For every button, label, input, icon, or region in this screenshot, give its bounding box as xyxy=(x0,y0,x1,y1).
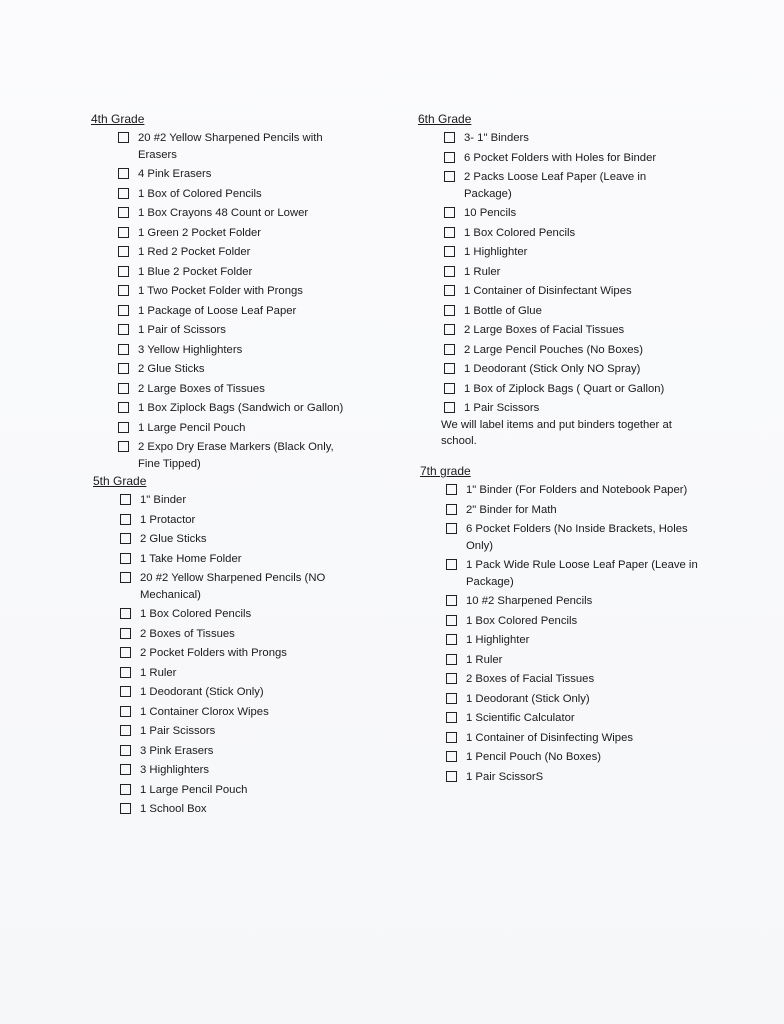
item-label: 1 Deodorant (Stick Only) xyxy=(140,686,264,698)
checklist-item xyxy=(444,361,718,378)
checklist-item xyxy=(444,342,718,359)
checkbox[interactable] xyxy=(444,285,455,296)
checkbox[interactable] xyxy=(444,246,455,257)
checklist-item xyxy=(446,593,720,610)
checkbox[interactable] xyxy=(118,246,129,257)
checkbox[interactable] xyxy=(444,171,455,182)
checklist-item xyxy=(120,626,358,643)
checkbox[interactable] xyxy=(118,188,129,199)
checkbox[interactable] xyxy=(446,732,457,743)
checkbox[interactable] xyxy=(444,152,455,163)
section-heading: 6th Grade xyxy=(418,112,472,126)
item-label: 1" Binder xyxy=(140,494,187,506)
checklist-item xyxy=(444,400,718,417)
item-label: 1 Package of Loose Leaf Paper xyxy=(138,304,297,317)
checklist-item xyxy=(120,801,358,818)
checklist-item xyxy=(444,264,718,281)
item-label: 1 Ruler xyxy=(464,265,501,278)
item-label: 1 School Box xyxy=(140,803,207,815)
item-label: 4 Pink Erasers xyxy=(138,168,212,180)
item-label: 1 Green 2 Pocket Folder xyxy=(138,226,262,239)
checklist-item xyxy=(118,283,356,300)
checkbox[interactable] xyxy=(446,654,457,665)
checklist-item xyxy=(118,130,356,163)
checkbox[interactable] xyxy=(118,402,129,413)
item-label: 1 Deodorant (Stick Only) xyxy=(466,692,590,705)
checkbox[interactable] xyxy=(446,771,457,782)
checkbox[interactable] xyxy=(446,595,457,606)
item-label: 1" Binder (For Folders and Notebook Paper) xyxy=(466,484,688,496)
checklist-item xyxy=(444,130,718,147)
checklist-item xyxy=(118,400,356,417)
item-label: 3 Pink Erasers xyxy=(140,744,214,757)
checkbox[interactable] xyxy=(120,647,131,658)
checklist-item xyxy=(446,769,720,786)
checklist-item xyxy=(444,303,718,320)
checkbox[interactable] xyxy=(120,553,131,564)
item-label: 2 Boxes of Tissues xyxy=(140,627,235,640)
item-label: 1 Container of Disinfectant Wipes xyxy=(464,285,632,297)
item-label: 1 Box Colored Pencils xyxy=(466,614,578,627)
item-label: 1 Container of Disinfecting Wipes xyxy=(466,731,634,744)
grade-7-section xyxy=(420,464,720,788)
checklist-item xyxy=(120,531,358,548)
item-label: 3 Yellow Highlighters xyxy=(138,343,243,356)
checkbox[interactable] xyxy=(444,363,455,374)
item-label: 1 Bottle of Glue xyxy=(464,304,542,317)
item-label: 1 Large Pencil Pouch xyxy=(138,421,246,434)
item-label: 2 Large Pencil Pouches (No Boxes) xyxy=(464,343,643,356)
checklist-item xyxy=(118,381,356,398)
checkbox[interactable] xyxy=(118,441,129,452)
checklist-item xyxy=(120,743,358,760)
checklist xyxy=(118,130,356,472)
item-label: 1 Deodorant (Stick Only NO Spray) xyxy=(464,363,641,375)
item-label: 1 Pencil Pouch (No Boxes) xyxy=(466,751,601,763)
checkbox[interactable] xyxy=(118,363,129,374)
checklist-item xyxy=(118,361,356,378)
checkbox[interactable] xyxy=(446,484,457,495)
item-label: 1 Large Pencil Pouch xyxy=(140,783,248,796)
checkbox[interactable] xyxy=(446,693,457,704)
checkbox[interactable] xyxy=(118,422,129,433)
checkbox[interactable] xyxy=(444,227,455,238)
item-label: 1 Highlighter xyxy=(466,634,530,646)
checkbox[interactable] xyxy=(444,207,455,218)
checklist-item xyxy=(446,632,720,649)
checklist xyxy=(446,482,720,785)
item-label: 1 Pair Scissors xyxy=(464,402,540,414)
checklist-item xyxy=(120,570,358,603)
item-label: 10 #2 Sharpened Pencils xyxy=(466,595,593,607)
checkbox[interactable] xyxy=(446,523,457,534)
checklist-item xyxy=(446,502,720,519)
checkbox[interactable] xyxy=(118,305,129,316)
checklist-item xyxy=(444,322,718,339)
checklist-item xyxy=(120,684,358,701)
checklist-item xyxy=(446,521,720,554)
checkbox[interactable] xyxy=(118,132,129,143)
item-label: 2 Packs Loose Leaf Paper (Leave in Package) xyxy=(464,171,647,200)
item-label: 1 Box of Ziplock Bags ( Quart or Gallon) xyxy=(464,382,665,395)
checkbox[interactable] xyxy=(444,402,455,413)
checkbox[interactable] xyxy=(118,266,129,277)
checkbox[interactable] xyxy=(120,628,131,639)
checkbox[interactable] xyxy=(120,784,131,795)
item-label: 1 Box Colored Pencils xyxy=(140,608,252,620)
item-label: 2 Large Boxes of Facial Tissues xyxy=(464,324,625,336)
checkbox[interactable] xyxy=(444,266,455,277)
checkbox[interactable] xyxy=(446,751,457,762)
checklist-item xyxy=(446,557,720,590)
checkbox[interactable] xyxy=(446,615,457,626)
item-label: 20 #2 Yellow Sharpened Pencils with Erasers xyxy=(138,132,323,161)
checkbox[interactable] xyxy=(446,712,457,723)
checkbox[interactable] xyxy=(446,634,457,645)
item-label: 1 Pair Scissors xyxy=(140,725,216,737)
item-label: 1 Pack Wide Rule Loose Leaf Paper (Leave in Package) xyxy=(466,559,698,588)
checklist-item xyxy=(120,512,358,529)
item-label: 1 Two Pocket Folder with Prongs xyxy=(138,285,303,297)
checklist-item xyxy=(118,322,356,339)
checkbox[interactable] xyxy=(120,667,131,678)
section-heading: 7th grade xyxy=(420,464,471,478)
checklist-item xyxy=(444,244,718,261)
checklist-item xyxy=(120,606,358,623)
checkbox[interactable] xyxy=(444,305,455,316)
item-label: 6 Pocket Folders (No Inside Brackets, Holes Only) xyxy=(466,523,688,552)
checkbox[interactable] xyxy=(120,608,131,619)
checkbox[interactable] xyxy=(444,344,455,355)
checkbox[interactable] xyxy=(120,686,131,697)
checklist-item xyxy=(446,613,720,630)
checklist-item xyxy=(120,645,358,662)
checkbox[interactable] xyxy=(446,673,457,684)
checklist-item xyxy=(118,186,356,203)
item-label: 2 Expo Dry Erase Markers (Black Only, Fine Tipped) xyxy=(138,441,334,470)
grade-6-section xyxy=(418,112,718,450)
checkbox[interactable] xyxy=(118,168,129,179)
checklist-item xyxy=(444,381,718,398)
checklist-item xyxy=(120,704,358,721)
checklist-item xyxy=(120,782,358,799)
checklist-item xyxy=(444,205,718,222)
section-note: We will label items and put binders together at school. xyxy=(441,418,672,447)
item-label: 1 Scientific Calculator xyxy=(466,712,575,724)
checkbox[interactable] xyxy=(444,324,455,335)
checkbox[interactable] xyxy=(120,803,131,814)
item-label: 2 Glue Sticks xyxy=(138,363,205,375)
checklist-item xyxy=(118,264,356,281)
checklist-item xyxy=(446,710,720,727)
item-label: 1 Box Crayons 48 Count or Lower xyxy=(138,207,309,219)
checklist-item xyxy=(444,169,718,202)
checklist xyxy=(444,130,718,417)
item-label: 1 Box Colored Pencils xyxy=(464,226,576,239)
grade-4-section xyxy=(91,112,356,475)
checkbox[interactable] xyxy=(120,764,131,775)
item-label: 2 Boxes of Facial Tissues xyxy=(466,673,595,685)
item-label: 10 Pencils xyxy=(464,207,517,219)
checkbox[interactable] xyxy=(118,285,129,296)
checklist-item xyxy=(120,762,358,779)
item-label: 1 Ruler xyxy=(140,666,177,679)
item-label: 1 Pair ScissorS xyxy=(466,770,544,783)
checkbox[interactable] xyxy=(120,572,131,583)
item-label: 20 #2 Yellow Sharpened Pencils (NO Mechanical) xyxy=(140,572,326,601)
checklist-item xyxy=(446,671,720,688)
checklist-item xyxy=(444,225,718,242)
section-heading: 5th Grade xyxy=(93,474,147,488)
checklist-item xyxy=(118,420,356,437)
checkbox[interactable] xyxy=(118,344,129,355)
item-label: 2" Binder for Math xyxy=(466,503,557,516)
checkbox[interactable] xyxy=(118,227,129,238)
item-label: 1 Box Ziplock Bags (Sandwich or Gallon) xyxy=(138,402,344,414)
item-label: 1 Highlighter xyxy=(464,246,528,258)
checklist xyxy=(120,492,358,818)
grade-5-section xyxy=(93,474,358,821)
item-label: 3- 1" Binders xyxy=(464,132,529,144)
checklist-item xyxy=(118,225,356,242)
item-label: 3 Highlighters xyxy=(140,764,210,776)
section-heading: 4th Grade xyxy=(91,112,145,126)
checklist-item xyxy=(120,665,358,682)
checkbox[interactable] xyxy=(120,533,131,544)
item-label: 1 Take Home Folder xyxy=(140,552,242,565)
checkbox[interactable] xyxy=(118,207,129,218)
checklist-item xyxy=(118,205,356,222)
checkbox[interactable] xyxy=(446,504,457,515)
checklist-item xyxy=(118,342,356,359)
item-label: 1 Pair of Scissors xyxy=(138,324,226,336)
checklist-item xyxy=(444,150,718,167)
item-label: 1 Blue 2 Pocket Folder xyxy=(138,265,253,278)
checklist-item xyxy=(120,723,358,740)
checklist-item xyxy=(446,482,720,499)
checkbox[interactable] xyxy=(446,559,457,570)
checkbox[interactable] xyxy=(120,706,131,717)
checklist-item xyxy=(446,730,720,747)
checklist-item xyxy=(446,652,720,669)
checklist-item xyxy=(120,492,358,509)
checklist-item xyxy=(120,551,358,568)
checkbox[interactable] xyxy=(120,725,131,736)
item-label: 1 Ruler xyxy=(466,653,503,666)
checklist-item xyxy=(446,691,720,708)
item-label: 1 Box of Colored Pencils xyxy=(138,187,262,200)
checklist-item xyxy=(118,244,356,261)
item-label: 2 Pocket Folders with Prongs xyxy=(140,647,287,659)
checklist-item xyxy=(444,283,718,300)
item-label: 1 Container Clorox Wipes xyxy=(140,705,269,718)
checklist-item xyxy=(118,166,356,183)
item-label: 6 Pocket Folders with Holes for Binder xyxy=(464,151,657,164)
checkbox[interactable] xyxy=(118,324,129,335)
checklist-item xyxy=(446,749,720,766)
checkbox[interactable] xyxy=(120,514,131,525)
item-label: 2 Glue Sticks xyxy=(140,533,207,545)
checklist-item xyxy=(118,439,356,472)
checkbox[interactable] xyxy=(120,494,131,505)
checkbox[interactable] xyxy=(118,383,129,394)
checkbox[interactable] xyxy=(444,383,455,394)
checklist-item xyxy=(118,303,356,320)
checkbox[interactable] xyxy=(444,132,455,143)
item-label: 1 Red 2 Pocket Folder xyxy=(138,246,251,258)
item-label: 2 Large Boxes of Tissues xyxy=(138,382,265,395)
item-label: 1 Protactor xyxy=(140,513,196,526)
checkbox[interactable] xyxy=(120,745,131,756)
